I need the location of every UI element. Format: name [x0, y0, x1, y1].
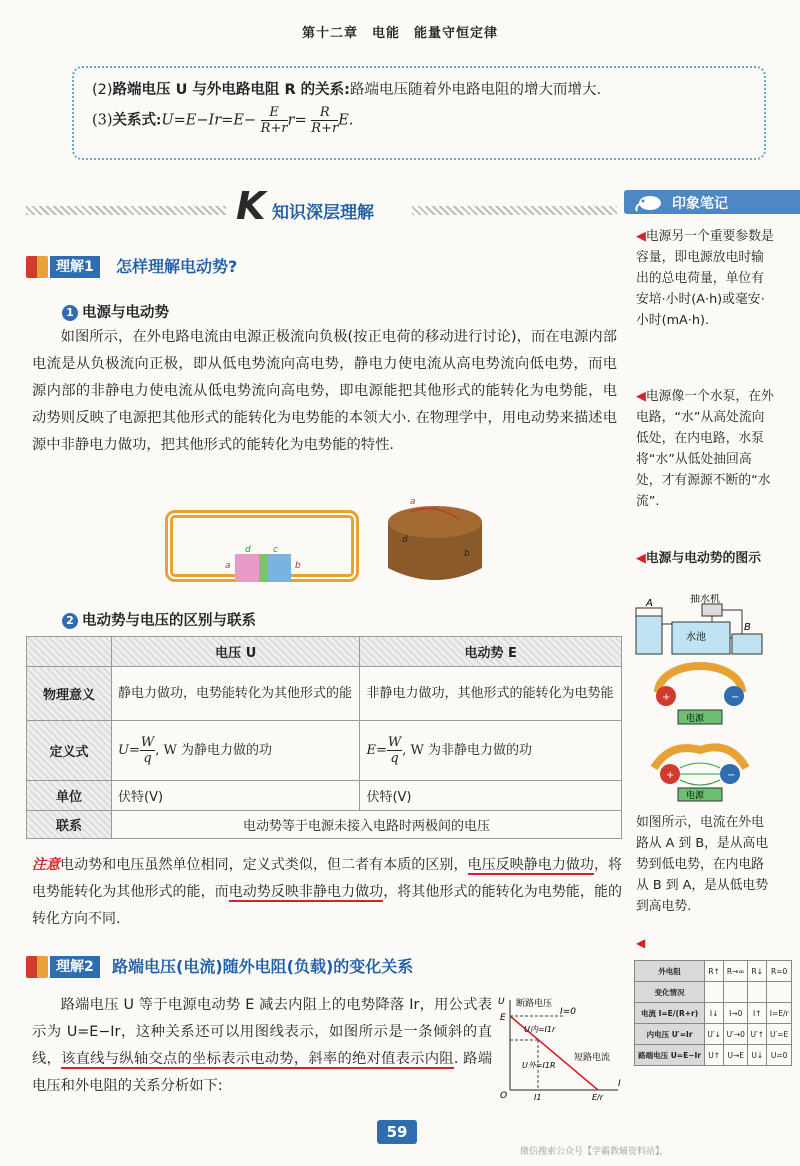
emf-voltage-table: 电压 U 电动势 E 物理意义 静电力做功，电势能转化为其他形式的能 非静电力做功，其他形式的能转化为电势能 定义式 U= $\frac{W}{q}$ , W 为静电力做的功 E= $\frac{W}{q}$ , W 为非静电力做的功 单位 伏特(V) 伏特(V) 联系 电动势等于电源未接入电路时两极间的电压: [26, 636, 622, 839]
svg-text:d: d: [245, 545, 251, 555]
subheading-1: 1 电源与电动势: [62, 301, 169, 322]
topic-2-heading: [26, 956, 526, 980]
cylinder-figure: [380, 492, 490, 588]
label-a: A: [646, 598, 653, 609]
fraction: $\frac{E}{R+r}$: [260, 105, 288, 136]
svg-text:+: +: [666, 770, 675, 781]
power-label: 电源: [686, 714, 705, 724]
svg-text:b: b: [464, 549, 470, 559]
summary-text: 路端电压随着外电路电阻的增大而增大.: [349, 82, 602, 98]
equation-part: U=E−Ir=E−: [161, 112, 257, 129]
item-number: (2): [92, 82, 113, 98]
water-pump-diagram: [632, 594, 772, 658]
label-b: B: [744, 622, 751, 633]
svg-text:−: −: [727, 770, 736, 781]
svg-text:E: E: [500, 1013, 506, 1023]
svg-text:b: b: [295, 561, 301, 571]
svg-text:U外=I1R: U外=I1R: [522, 1061, 556, 1070]
svg-text:a: a: [410, 497, 416, 507]
paragraph-emf: 如图所示，在外电路电流由电源正极流向负极(按正电荷的移动进行讨论)，而在电源内部电流是从负极流向正极，即从低电势流向高电势，静电力使电流从高电势流向低电势，而电源内部的非静电力使电流从低电势流向高电势，即电源能把其他形式的能转化为电势能，电动势则反映了电源把其他形式的能转化为电势能的本领大小. 在物理学中，用电动势来描述电源中非静电力做功，把其他形式的能转化为电势能的特性.: [32, 329, 617, 453]
section-letter: K: [236, 184, 266, 228]
item-number: (3): [92, 112, 113, 129]
number-badge: 2: [62, 613, 78, 629]
attention-badge: 注意: [32, 857, 61, 873]
u-i-graph: [494, 990, 624, 1102]
page-number: 59: [377, 1120, 417, 1144]
pool-label: 水池: [686, 632, 706, 643]
book-icon: [26, 256, 48, 278]
equation-part: E.: [338, 112, 354, 129]
svg-text:I1: I1: [534, 1093, 542, 1102]
triangle-marker-icon: ◀: [636, 229, 646, 244]
book-icon: [26, 956, 48, 978]
row-header: 定义式: [27, 721, 112, 781]
attention-note: 注意电动势和电压虽然单位相同，定义式类似，但二者有本质的区别，电压反映静电力做功，将电势能转化为其他形式的能，而电动势反映非静电力做功，将其他形式的能转化为电势能，能的转化方向不同.: [32, 857, 623, 927]
summary-line-3: [92, 105, 353, 136]
sidebar-note-3-title: ◀电源与电动势的图示: [636, 551, 762, 566]
hatch-divider-right: [412, 206, 617, 215]
row-header: 单位: [27, 781, 112, 811]
footer-watermark: 微信搜索公众号【学霸教辅资料站】，: [520, 1147, 669, 1157]
sidebar-note-1: ◀电源另一个重要参数是容量，即电源放电时输出的总电荷量，单位有安培·小时(A·h)或毫安·小时(mA·h).: [636, 229, 774, 328]
resistance-change-table: 外电阻 R↑ R→∞ R↓ R=0 变化情况 电流 I=E/(R+r) I↓ I→0 I↑ I=E/r 内电压 U′=Ir U′↓ U′→0 U′↑ U′=E 路端电压 U=E−Ir U↑ U→E U↓ U=0: [634, 960, 792, 1066]
topic-label: 理解2: [50, 956, 100, 978]
triangle-marker-icon: ◀: [636, 551, 646, 566]
svg-text:+: +: [662, 692, 671, 703]
equation-part: r=: [287, 112, 307, 129]
svg-text:a: a: [225, 561, 231, 571]
column-header: 电压 U: [112, 637, 360, 667]
section-title-text: 知识深层理解: [272, 203, 374, 223]
svg-text:I=0: I=0: [560, 1007, 576, 1017]
topic-title: 路端电压(电流)随外电阻(负载)的变化关系: [112, 957, 414, 976]
hatch-divider-left: [26, 206, 226, 215]
row-header: 联系: [27, 811, 112, 839]
number-badge: 1: [62, 305, 78, 321]
column-header: 电动势 E: [360, 637, 622, 667]
sidebar-note-2: ◀电源像一个水泵，在外电路，“水”从高处流向低处，在内电路，水泵将“水”从低处抽回高处，才有源源不断的“水流”.: [636, 389, 774, 509]
circuit-figure: [163, 508, 363, 586]
summary-bold: 路端电压 U 与外电路电阻 R 的关系:: [112, 82, 350, 98]
chapter-header: 第十二章 电能 能量守恒定律: [301, 26, 498, 41]
svg-text:O: O: [500, 1091, 508, 1101]
topic-label: 理解1: [50, 256, 100, 278]
svg-text:断路电压: 断路电压: [516, 999, 553, 1009]
svg-text:I: I: [618, 1079, 621, 1089]
power-source-diagram-2: [640, 738, 760, 802]
sidebar-title: 印象笔记: [672, 196, 728, 212]
power-source-diagram-1: [640, 662, 760, 726]
triangle-marker-icon: ◀: [636, 936, 646, 950]
power-label: 电源: [686, 791, 705, 801]
elephant-icon: [634, 192, 666, 212]
pump-label: 抽水机: [690, 594, 720, 605]
summary-line-2: [92, 78, 601, 99]
subheading-2: 2 电动势与电压的区别与联系: [62, 609, 256, 630]
summary-bold: 关系式:: [112, 111, 162, 129]
topic-1-heading: [26, 256, 326, 280]
svg-text:U: U: [498, 997, 505, 1007]
svg-text:d: d: [402, 535, 408, 545]
fraction: $\frac{R}{R+r}$: [311, 105, 339, 136]
row-header: 物理意义: [27, 667, 112, 721]
svg-text:−: −: [731, 692, 740, 703]
sidebar-header: [624, 190, 800, 214]
paragraph-terminal-voltage: 路端电压 U 等于电源电动势 E 减去内阻上的电势降落 Ir，用公式表示为 U=E−Ir，这种关系还可以用图线表示，如图所示是一条倾斜的直线，该直线与纵轴交点的坐标表示电动势，斜率的绝对值表示内阻. 路端电压和外电阻的关系分析如下:: [32, 997, 493, 1094]
svg-text:短路电流: 短路电流: [574, 1053, 611, 1063]
sidebar-note-4: 如图所示，电流在外电路从 A 到 B，是从高电势到低电势，在内电路从 B 到 A，是从低电势到高电势.: [636, 815, 769, 914]
topic-title: 怎样理解电动势?: [116, 257, 238, 276]
triangle-marker-icon: ◀: [636, 389, 646, 404]
svg-text:U内=I1r: U内=I1r: [524, 1025, 556, 1034]
svg-text:E/r: E/r: [592, 1093, 604, 1102]
svg-text:c: c: [273, 545, 278, 555]
